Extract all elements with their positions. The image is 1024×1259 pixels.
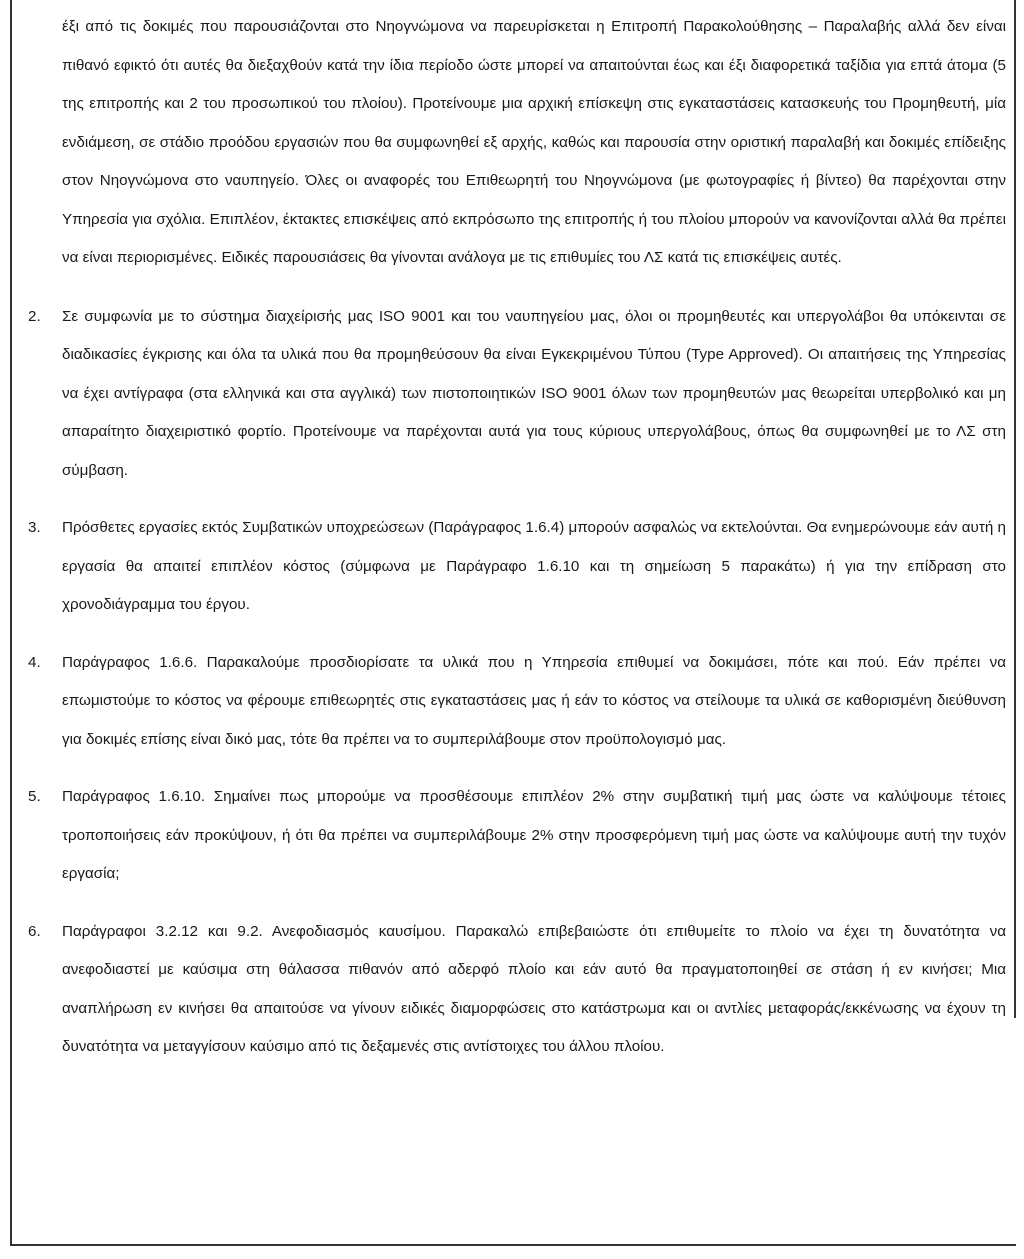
list-item	[28, 913, 1006, 1067]
item-number: 2.	[28, 307, 41, 325]
item-number: 6.	[28, 922, 41, 940]
list-item	[28, 778, 1006, 894]
item-number: 4.	[28, 653, 41, 671]
numbered-list	[28, 298, 1006, 1067]
right-margin-rule	[1014, 0, 1016, 1018]
bottom-rule	[10, 1244, 1016, 1246]
list-item	[28, 298, 1006, 491]
item-text: Πρόσθετες εργασίες εκτός Συμβατικών υποχρεώσεων (Παράγραφος 1.6.4) μπορούν ασφαλώς να εκτελούνται. Θα ενημερώνουμε εάν αυτή η εργασία θα απαιτεί επιπλέον κόστος (σύμφωνα με Παράγραφο 1.6.10 και τη σημείωση 5 παρακάτω) ή για την επίδραση στο χρονοδιάγραμμα του έργου.	[62, 519, 1006, 613]
intro-paragraph-block	[62, 8, 1006, 278]
item-number: 5.	[28, 788, 41, 805]
item-number: 3.	[28, 519, 41, 536]
left-margin-rule	[10, 0, 12, 1244]
intro-paragraph: έξι από τις δοκιμές που παρουσιάζονται στο Νηογνώμονα να παρευρίσκεται η Επιτροπή Παρακολούθησης – Παραλαβής αλλά δεν είναι πιθανό εφικτό ότι αυτές θα διεξαχθούν κατά την ίδια περίοδο ώστε μπορεί να απαιτούνται έως και έξι διαφορετικά ταξίδια για επτά άτομα (5 της επιτροπής και 2 του προσωπικού του πλοίου). Προτείνουμε μια αρχική επίσκεψη στις εγκαταστάσεις κατασκευής του Προμηθευτή, μία ενδιάμεση, σε στάδιο προόδου εργασιών που θα συμφωνηθεί εξ αρχής, καθώς και παρουσία στην οριστική παραλαβή και δοκιμές επίδειξης στον Νηογνώμονα στο ναυπηγείο. Όλες οι αναφορές του Επιθεωρητή του Νηογνώμονα (με φωτογραφίες ή βίντεο) θα παρέχονται στην Υπηρεσία για σχόλια. Επιπλέον, έκτακτες επισκέψεις από εκπρόσωπο της επιτροπής ή του πλοίου μπορούν να κανονίζονται αλλά θα πρέπει να είναι περιορισμένες. Ειδικές παρουσιάσεις θα γίνονται ανάλογα με τις επιθυμίες του ΛΣ κατά τις επισκέψεις αυτές.	[62, 18, 1006, 266]
item-text: Παράγραφος 1.6.6. Παρακαλούμε προσδιορίσατε τα υλικά που η Υπηρεσία επιθυμεί να δοκιμάσει, πότε και πού. Εάν πρέπει να επωμιστούμε το κόστος να φέρουμε επιθεωρητές στις εγκαταστάσεις μας ή εάν το κόστος να στείλουμε τα υλικά σε καθορισμένη διεύθυνση για δοκιμές επίσης είναι δικό μας, τότε θα πρέπει να το συμπεριλάβουμε στον προϋπολογισμό μας.	[62, 653, 1006, 748]
item-text: Παράγραφος 1.6.10. Σημαίνει πως μπορούμε να προσθέσουμε επιπλέον 2% στην συμβατική τιμή μας ώστε να καλύψουμε τέτοιες τροποποιήσεις εάν προκύψουν, ή ότι θα πρέπει να συμπεριλάβουμε 2% στην προσφερόμενη τιμή μας ώστε να καλύψουμε αυτή την τυχόν εργασία;	[62, 788, 1006, 882]
list-item	[28, 644, 1006, 760]
list-item	[28, 509, 1006, 625]
item-text: Σε συμφωνία με το σύστημα διαχείρισής μας ISO 9001 και του ναυπηγείου μας, όλοι οι προμηθευτές και υπεργολάβοι θα υπόκεινται σε διαδικασίες έγκρισης και όλα τα υλικά που θα προμηθεύσουν θα είναι Εγκεκριμένου Τύπου (Type Approved). Οι απαιτήσεις της Υπηρεσίας να έχει αντίγραφα (στα ελληνικά και στα αγγλικά) των πιστοποιητικών ISO 9001 όλων των προμηθευτών μας θεωρείται υπερβολικό και μη απαραίτητο διαχειριστικό φορτίο. Προτείνουμε να παρέχονται αυτά για τους κύριους υπεργολάβους, όπως θα συμφωνηθεί με το ΛΣ στη σύμβαση.	[62, 307, 1006, 479]
item-text: Παράγραφοι 3.2.12 και 9.2. Ανεφοδιασμός καυσίμου. Παρακαλώ επιβεβαιώστε ότι επιθυμείτε το πλοίο να έχει τη δυνατότητα να ανεφοδιαστεί με καύσιμα στη θάλασσα πιθανόν από αδερφό πλοίο και εάν αυτό θα πραγματοποιηθεί σε στάση ή εν κινήσει; Μια αναπλήρωση εν κινήσει θα απαιτούσε να γίνουν ειδικές διαμορφώσεις στο κατάστρωμα και οι αντλίες μεταφοράς/εκκένωσης να έχουν τη δυνατότητα να μεταγγίσουν καύσιμο από τις δεξαμενές στις αντίστοιχες του άλλου πλοίου.	[62, 922, 1006, 1055]
document-body	[28, 8, 1006, 1067]
